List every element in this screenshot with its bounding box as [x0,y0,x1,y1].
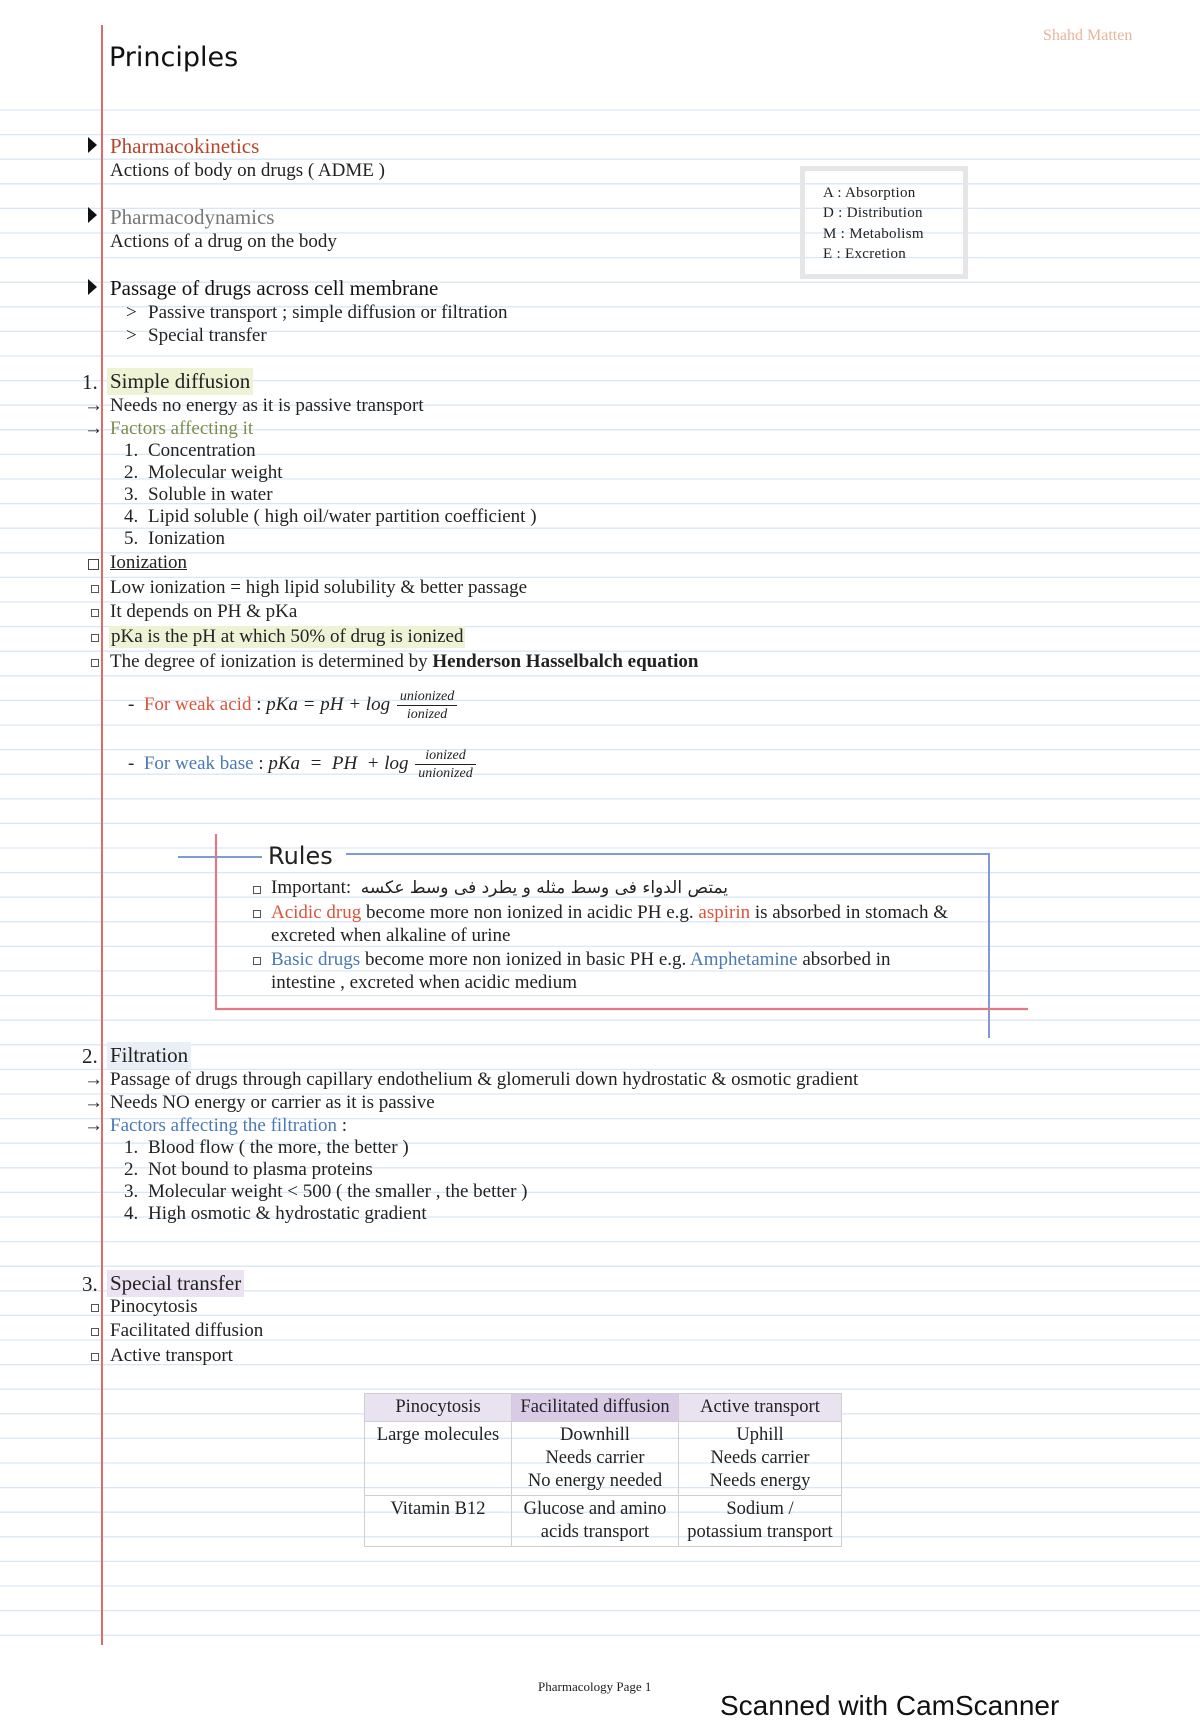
arrow-icon: → [84,1115,103,1136]
factors-label: Factors affecting it [110,418,254,439]
passage-item: Special transfer [148,325,267,346]
transfer-item: Pinocytosis [110,1296,198,1317]
square-bullet-icon [253,910,261,918]
pharmacokinetics-description: Actions of body on drugs ( ADME ) [110,160,385,181]
table-cell [679,1422,842,1496]
acid-lhs: pKa = pH + log [266,693,391,715]
adme-box [800,166,968,279]
factor-item: Lipid soluble ( high oil/water partition coefficient ) [148,506,537,527]
table-header: Pinocytosis [365,1394,512,1422]
pharmacodynamics-description: Actions of a drug on the body [110,231,337,252]
weak-base-label: For weak base [143,752,254,774]
factor-item: Concentration [148,440,256,461]
diffusion-point: Needs no energy as it is passive transport [110,395,424,416]
filtration-factor: Not bound to plasma proteins [148,1159,373,1180]
basic-drugs-term: Basic drugs [271,949,361,970]
square-bullet-icon [91,609,99,617]
ionization-point: It depends on PH & pKa [110,601,298,622]
cell-text: Sodium / [726,1499,794,1519]
section-number: 3. [82,1272,98,1296]
filtration-point: Passage of drugs through capillary endothelium & glomeruli down hydrostatic & osmotic gradient [110,1069,859,1090]
table-header: Active transport [679,1394,842,1422]
rule-text: is absorbed in stomach & [750,902,948,923]
square-bullet-icon [91,1353,99,1361]
pharmacodynamics-heading: Pharmacodynamics [110,205,275,229]
adme-item: D : Distribution [823,205,923,221]
henderson-hasselbalch: Henderson Hasselbalch equation [432,651,699,672]
list-number: 1. [124,440,139,461]
cell-text: No energy needed [527,1471,663,1491]
dash: - [128,752,135,774]
square-bullet-icon [91,634,99,642]
colon: : [251,693,267,715]
special-transfer-heading: Special transfer [107,1270,244,1297]
acid-numerator: unionized [397,688,457,706]
cell-text: Downhill [560,1425,630,1445]
acid-denominator: ionized [406,707,448,722]
cell-text: Needs carrier [710,1448,810,1468]
cell-text: potassium transport [687,1522,833,1542]
adme-item: E : Excretion [823,246,907,262]
rule-text: become more non ionized in acidic PH e.g. [361,902,699,923]
filtration-factor: Molecular weight < 500 ( the smaller , the better ) [148,1181,528,1202]
acid-fraction [397,688,457,723]
table-cell [512,1496,679,1547]
ionization-point: Low ionization = high lipid solubility & better passage [110,577,528,598]
list-number: 3. [124,1181,139,1202]
amphetamine-term: Amphetamine [689,949,798,970]
factor-item: Soluble in water [148,484,273,505]
ionization-heading: Ionization [110,552,188,573]
base-numerator: ionized [415,747,475,765]
adme-item: A : Absorption [823,185,916,201]
cell-text: Vitamin B12 [390,1499,486,1519]
square-bullet-icon [253,957,261,965]
cell-text: Uphill [736,1425,784,1445]
list-number: 1. [124,1137,139,1158]
filtration-factor: Blood flow ( the more, the better ) [148,1137,409,1158]
square-bullet-icon [91,1328,99,1336]
simple-diffusion-heading: Simple diffusion [107,368,253,395]
triangle-bullet-icon [88,137,97,153]
factor-item: Ionization [148,528,226,549]
arabic-rule: يمتص الدواء فى وسط مثله و يطرد فى وسط عكسه [360,878,729,898]
factor-item: Molecular weight [148,462,283,483]
rule-text: absorbed in [797,949,891,970]
filtration-point: Needs NO energy or carrier as it is passive [110,1092,435,1113]
list-number: 4. [124,506,139,527]
square-bullet-icon [91,585,99,593]
filtration-factors-line [110,1115,347,1137]
scanner-watermark: Scanned with CamScanner [720,1690,1060,1721]
list-number: 2. [124,1159,139,1180]
aspirin-term: aspirin [698,902,751,923]
dash: - [128,693,135,715]
rules-heading: Rules [268,842,333,870]
colon: : [337,1115,348,1136]
rule-basic [271,949,891,971]
filtration-factors-label: Factors affecting the filtration [110,1115,338,1136]
table-cell [679,1496,842,1547]
author-signature: Shahd Matten [1043,27,1133,44]
square-bullet-icon [91,659,99,667]
checkbox-bullet-icon [88,559,99,570]
filtration-factor: High osmotic & hydrostatic gradient [148,1203,427,1224]
pharmacokinetics-heading: Pharmacokinetics [110,134,260,158]
page-footer: Pharmacology Page 1 [538,1679,652,1694]
weak-base-equation [128,747,476,782]
passage-item: Passive transport ; simple diffusion or filtration [148,302,508,323]
base-denominator: unionized [418,766,473,781]
list-number: 3. [124,484,139,505]
weak-acid-equation [128,688,457,723]
cell-text: acids transport [540,1522,650,1542]
chevron-icon: > [126,325,137,346]
triangle-bullet-icon [88,279,97,295]
colon: : [253,752,269,774]
cell-text: Glucose and amino [523,1499,667,1519]
rule-acidic [271,902,948,924]
passage-heading: Passage of drugs across cell membrane [110,276,439,300]
arrow-icon: → [84,395,103,416]
chevron-icon: > [126,302,137,323]
section-number: 2. [82,1044,98,1068]
cell-text: Needs energy [709,1471,811,1491]
square-bullet-icon [253,886,261,894]
table-row [365,1422,842,1496]
list-number: 5. [124,528,139,549]
page-title: Principles [109,42,239,73]
table-cell [365,1422,512,1496]
important-label: Important: [271,877,352,898]
table-header-row [365,1394,842,1422]
base-lhs: pKa = PH + log [268,752,409,774]
rule-text: become more non ionized in basic PH e.g. [360,949,690,970]
table-cell [512,1422,679,1496]
filtration-heading: Filtration [107,1042,191,1069]
adme-item: M : Metabolism [823,226,924,242]
transport-comparison-table [364,1393,842,1547]
ionization-point: pKa is the pH at which 50% of drug is ionized [111,626,464,647]
table-cell [365,1496,512,1547]
transfer-item: Active transport [110,1345,233,1366]
arrow-icon: → [84,418,103,439]
arrow-icon: → [84,1092,103,1113]
table-header: Facilitated diffusion [512,1394,679,1422]
rule-basic-cont: intestine , excreted when acidic medium [271,972,577,993]
acidic-drug-term: Acidic drug [271,902,362,923]
square-bullet-icon [91,1304,99,1312]
rule-important [271,877,728,899]
arrow-icon: → [84,1069,103,1090]
base-fraction [415,747,475,782]
section-number: 1. [82,370,98,394]
transfer-item: Facilitated diffusion [110,1320,264,1341]
list-number: 2. [124,462,139,483]
cell-text: Large molecules [376,1425,500,1445]
weak-acid-label: For weak acid [143,693,252,715]
cell-text: Needs carrier [545,1448,645,1468]
triangle-bullet-icon [88,207,97,223]
list-number: 4. [124,1203,139,1224]
table-row [365,1496,842,1547]
rule-acidic-cont: excreted when alkaline of urine [271,925,511,946]
degree-of-ionization-line [110,651,698,673]
degree-text: The degree of ionization is determined by [110,651,433,672]
